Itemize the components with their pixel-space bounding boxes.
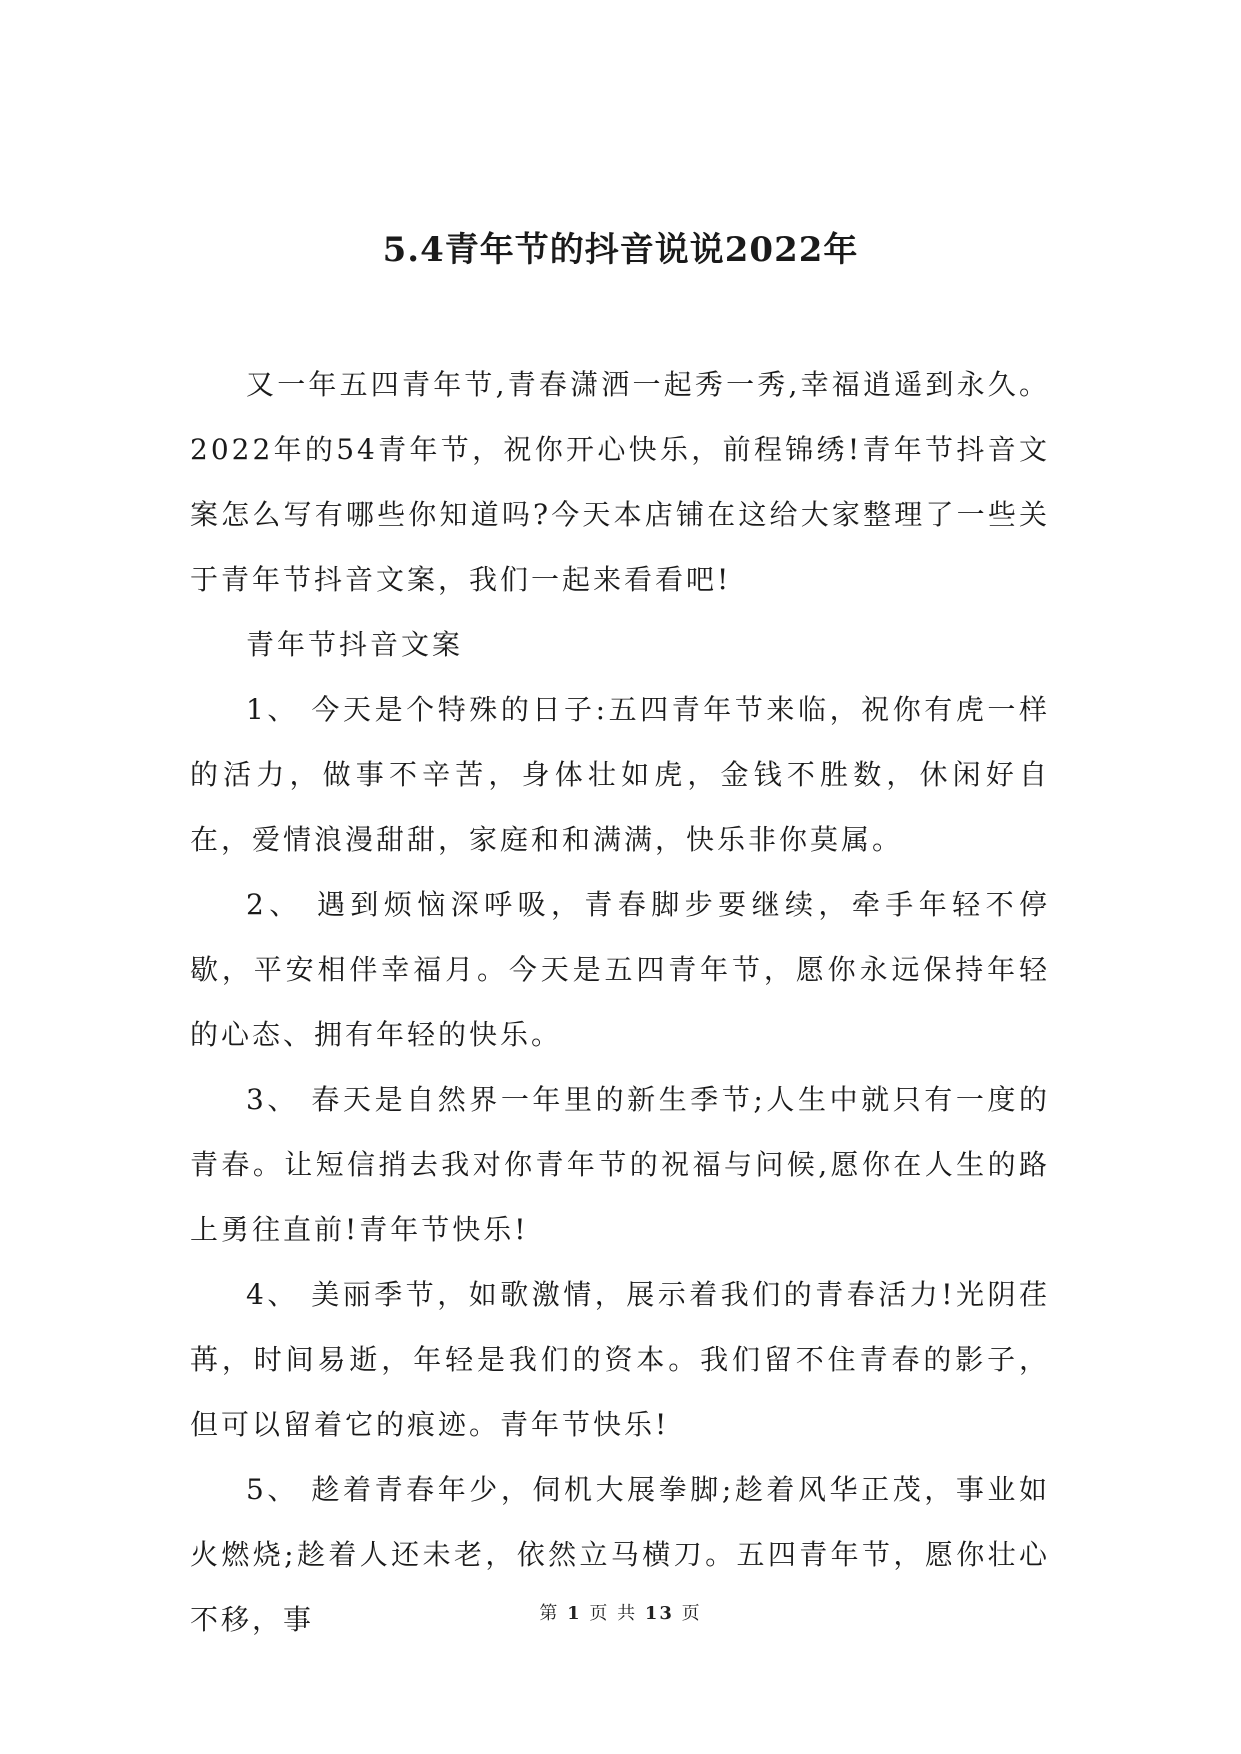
current-page-number: 1 (567, 1603, 582, 1624)
list-item: 5、 趁着青春年少，伺机大展拳脚;趁着风华正茂，事业如火燃烧;趁着人还未老，依然立马横刀。五四青年节，愿你壮心 不移，事 (190, 1473, 1050, 1636)
document-body (190, 352, 1050, 1652)
page-footer (0, 1602, 1241, 1626)
paragraph-intro: 又一年五四青年节,青春潇洒一起秀一秀,幸福逍遥到永久。2022年的54青年节，祝你开心快乐，前程锦绣!青年节抖音文案怎么写有哪些你知道吗?今天本店铺在这给大家整理了一些关于青年节抖音文案，我们一起来看看吧! (190, 368, 1050, 596)
list-item: 2、 遇到烦恼深呼吸，青春脚步要继续，牵手年轻不停歇，平安相伴幸福月。今天是五四青年节，愿你永远保持年轻的心态、拥有年轻的快乐。 (190, 888, 1050, 1051)
footer-prefix: 第 (539, 1603, 560, 1624)
footer-middle: 页 共 (589, 1603, 638, 1624)
list-item: 4、 美丽季节，如歌激情，展示着我们的青春活力!光阴荏苒，时间易逝，年轻是我们的资本。我们留不住青春的影子，但可以留着它的痕迹。青年节快乐! (190, 1278, 1050, 1441)
list-item: 1、 今天是个特殊的日子:五四青年节来临，祝你有虎一样的活力，做事不辛苦，身体壮如虎，金钱不胜数，休闲好自在，爱情浪漫甜甜，家庭和和满满，快乐非你莫属。 (190, 693, 1050, 856)
document-title: 5.4青年节的抖音说说2022年 (382, 230, 859, 270)
footer-suffix: 页 (681, 1603, 702, 1624)
list-item: 3、 春天是自然界一年里的新生季节;人生中就只有一度的青春。让短信捎去我对你青年节的祝福与问候,愿你在人生的路上勇往直前!青年节快乐! (190, 1083, 1050, 1246)
total-pages-number: 13 (644, 1603, 674, 1624)
section-heading: 青年节抖音文案 (246, 628, 464, 661)
